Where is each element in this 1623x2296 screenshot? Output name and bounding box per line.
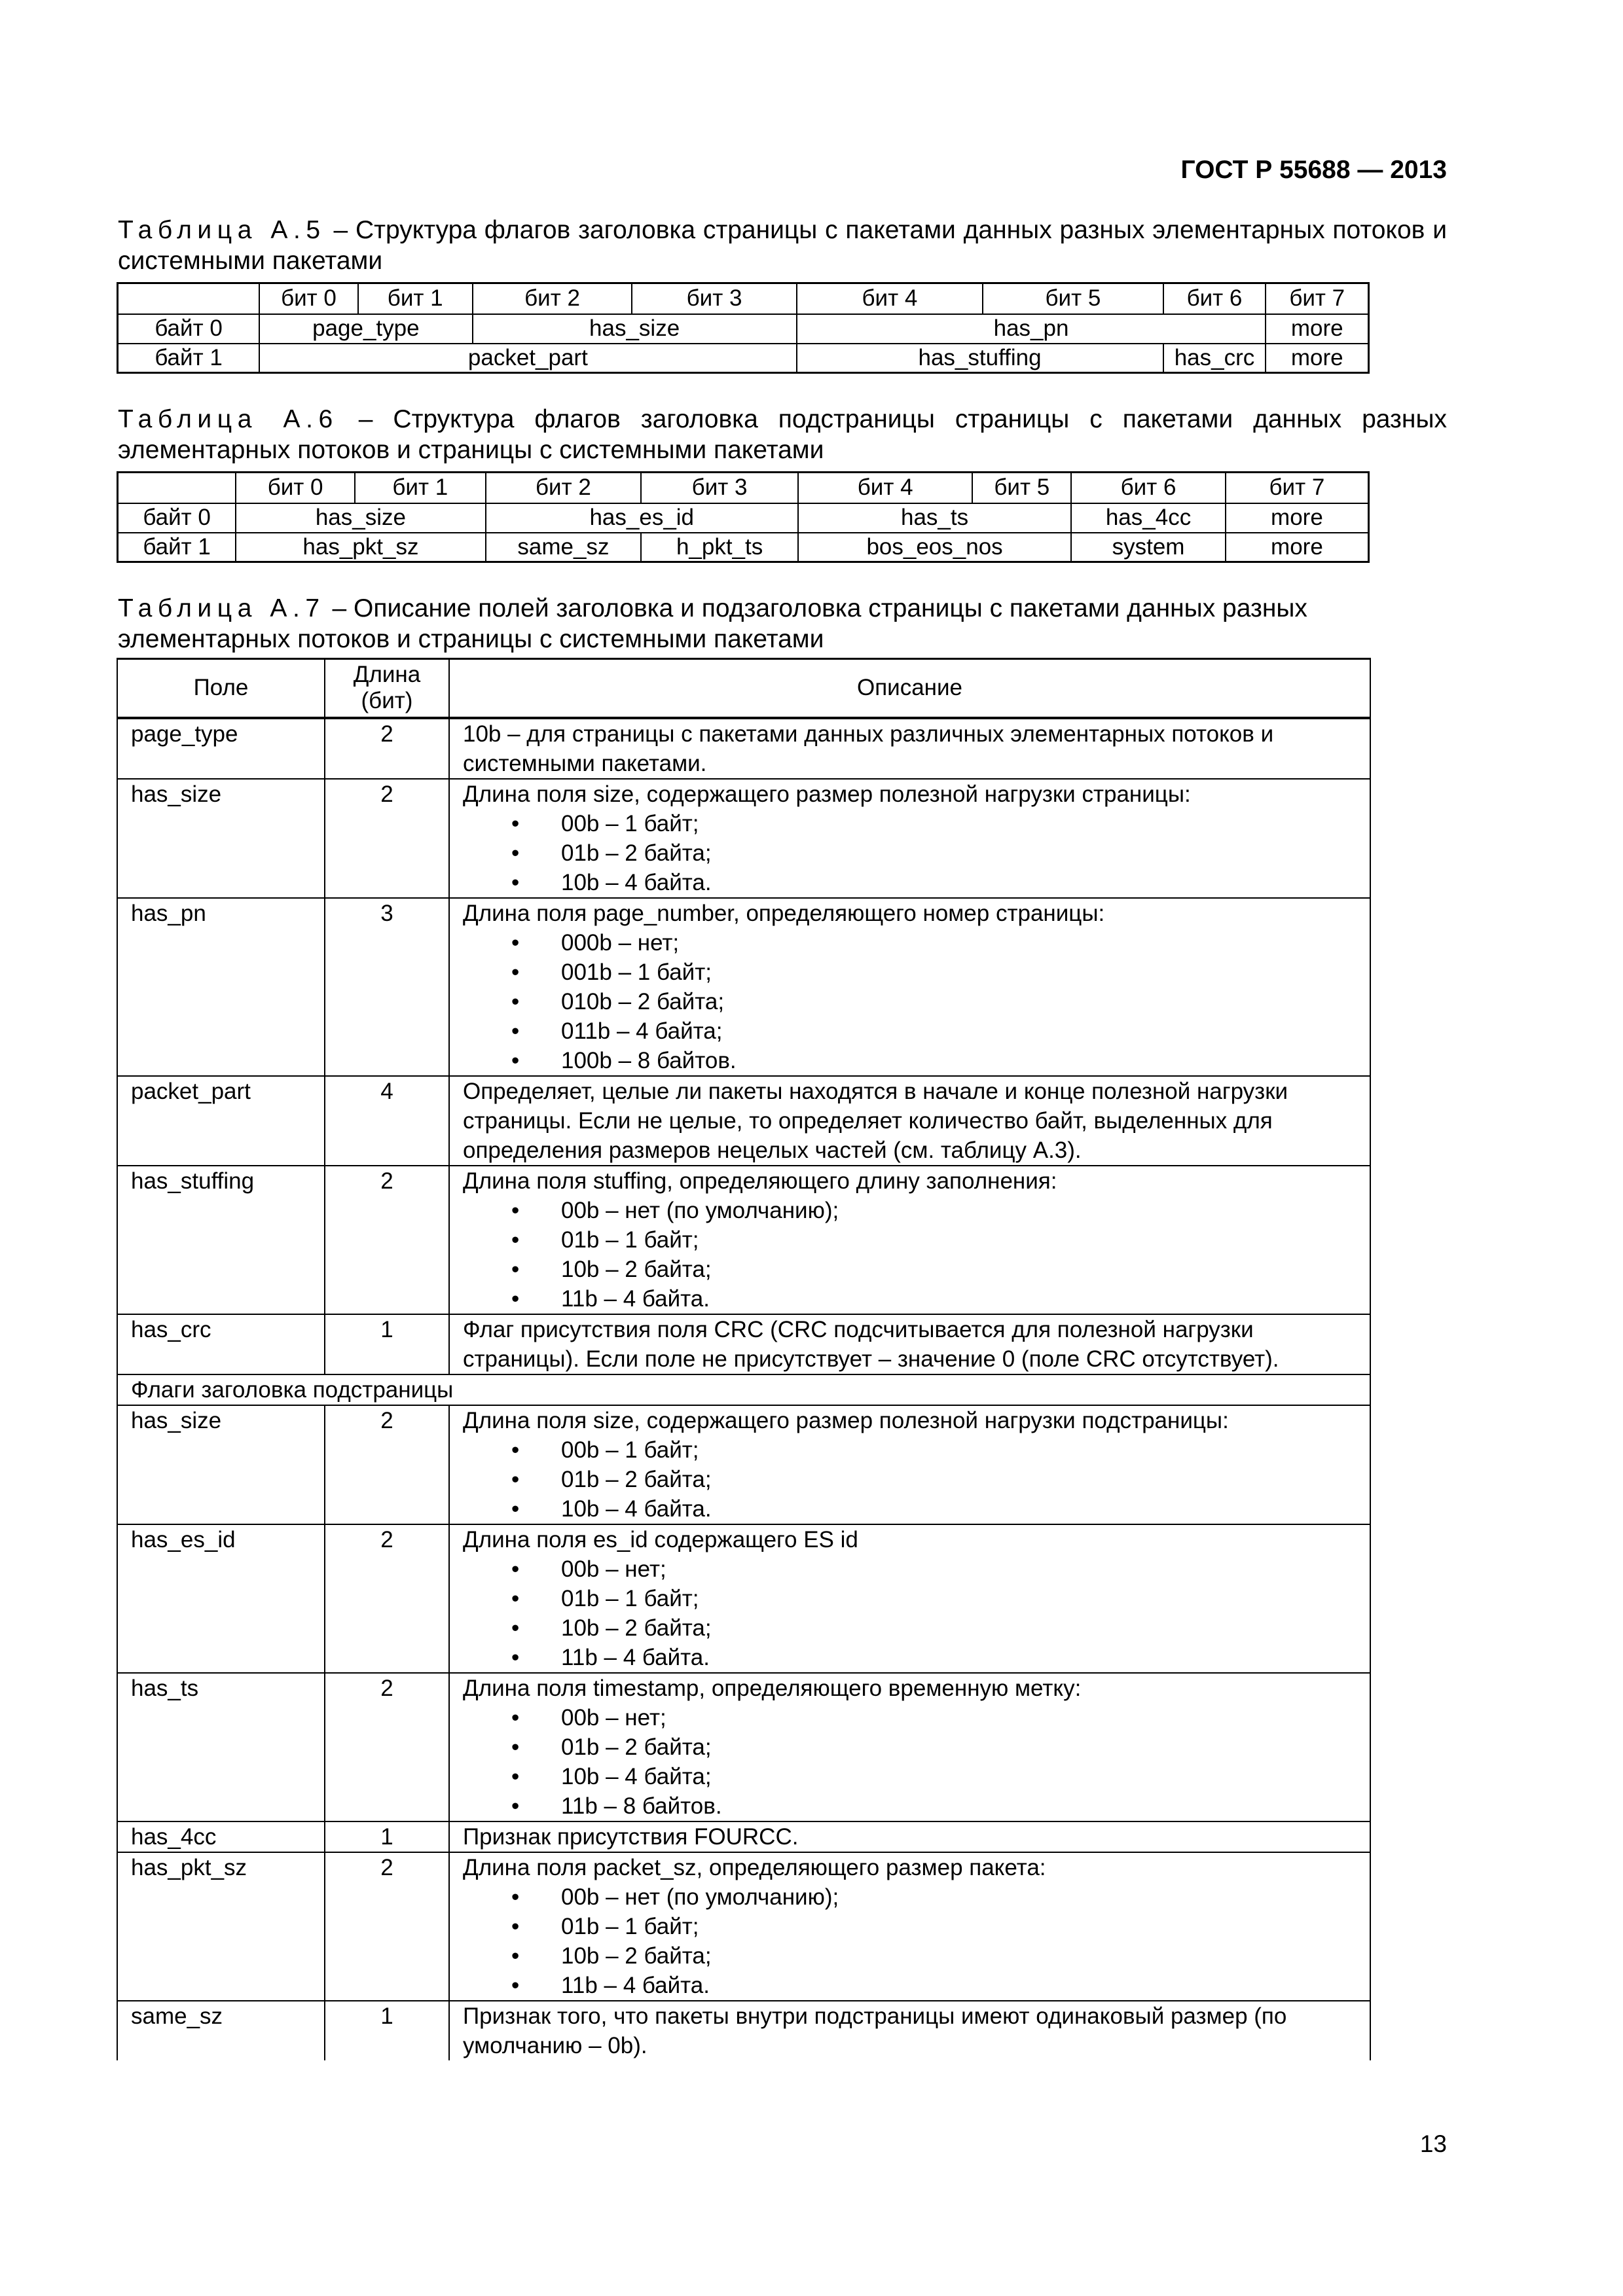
value-options-list — [463, 1196, 1358, 1314]
table-row — [117, 779, 1370, 898]
description-text: Длина поля packet_sz, определяющего размер пакета: — [463, 1854, 1046, 1880]
description-text: Признак присутствия FOURCC. — [463, 1823, 799, 1850]
table-a6-cell: h_pkt_ts — [641, 533, 798, 562]
value-options-list — [463, 809, 1358, 897]
description-text: Длина поля timestamp, определяющего временную метку: — [463, 1675, 1082, 1701]
table-a6-bit-header: бит 4 — [798, 473, 972, 503]
table-a6-caption-title: Таблица А.6 — [118, 405, 338, 433]
bullet-item: • 00b – нет; — [463, 1703, 1358, 1732]
table-a6-bit-header: бит 3 — [641, 473, 798, 503]
bullet-item: • 10b – 4 байта; — [463, 1762, 1358, 1791]
page-number: 13 — [1419, 2130, 1447, 2157]
bullet-item: • 10b – 4 байта. — [463, 1494, 1358, 1524]
bullet-item: • 00b – 1 байт; — [463, 1435, 1358, 1465]
bullet-item: • 01b – 2 байта; — [463, 838, 1358, 868]
table-a5-row-label: байт 0 — [118, 314, 260, 344]
table-a6-row-label: байт 0 — [118, 503, 236, 533]
table-a7-caption-title: Таблица А.7 — [118, 594, 325, 622]
field-description-cell — [449, 1673, 1370, 1821]
table-row — [117, 1852, 1370, 2001]
table-a6-cell: bos_eos_nos — [798, 533, 1071, 562]
field-length-cell: 2 — [325, 1405, 449, 1524]
field-description-cell — [449, 898, 1370, 1076]
table-a5-cell: has_size — [473, 314, 797, 344]
field-length-cell: 2 — [325, 718, 449, 779]
field-description-cell — [449, 1821, 1370, 1852]
table-a6-cell: same_sz — [486, 533, 642, 562]
field-length-cell: 1 — [325, 1314, 449, 1374]
field-length-cell: 3 — [325, 898, 449, 1076]
table-a7-subpage-rows — [117, 1405, 1370, 2060]
table-a6-bit-header: бит 6 — [1071, 473, 1226, 503]
description-text: Длина поля es_id содержащего ES id — [463, 1526, 858, 1552]
table-a6-bit-header: бит 2 — [486, 473, 642, 503]
table-a7-section-row: Флаги заголовка подстраницы — [117, 1374, 1370, 1405]
field-name-cell: has_size — [117, 779, 325, 898]
table-a7-header-field: Поле — [117, 659, 325, 718]
table-a7-caption — [118, 593, 1395, 655]
table-a5-caption-text: – Структура флагов заголовка страницы с пакетами данных разных элементарных потоков и системными пакетами — [118, 216, 1448, 275]
field-description-cell — [449, 1405, 1370, 1524]
table-row — [117, 718, 1370, 779]
bullet-item: • 010b – 2 байта; — [463, 987, 1358, 1016]
table-row — [117, 1524, 1370, 1673]
field-name-cell: has_es_id — [117, 1524, 325, 1673]
table-a5-bit-header: бит 1 — [358, 283, 473, 314]
table-a5-row-label: байт 1 — [118, 344, 260, 373]
description-text: Признак того, что пакеты внутри подстраницы имеют одинаковый размер (по умолчанию – 0b). — [463, 2003, 1287, 2058]
field-length-cell: 2 — [325, 1673, 449, 1821]
bullet-item: • 011b – 4 байта; — [463, 1016, 1358, 1046]
table-a6-cell: more — [1226, 503, 1369, 533]
table-a6-row-label: байт 1 — [118, 533, 236, 562]
bullet-item: • 11b – 4 байта. — [463, 1643, 1358, 1672]
table-a6-cell: has_pkt_sz — [236, 533, 485, 562]
table-a5-cell: has_stuffing — [797, 344, 1163, 373]
description-text: Длина поля page_number, определяющего номер страницы: — [463, 900, 1105, 926]
description-text: Длина поля size, содержащего размер полезной нагрузки подстраницы: — [463, 1407, 1229, 1433]
table-row — [117, 898, 1370, 1076]
table-a6-bit-header: бит 5 — [972, 473, 1071, 503]
description-text: Длина поля size, содержащего размер полезной нагрузки страницы: — [463, 781, 1191, 807]
table-a6-cell: more — [1226, 533, 1369, 562]
table-a5-bit-header: бит 7 — [1266, 283, 1368, 314]
bullet-item: • 00b – нет; — [463, 1554, 1358, 1584]
table-row — [117, 1673, 1370, 1821]
table-a6 — [117, 471, 1370, 563]
field-description-cell — [449, 1314, 1370, 1374]
table-a5-bit-header: бит 2 — [473, 283, 632, 314]
table-a5-cell: page_type — [259, 314, 472, 344]
field-name-cell: has_size — [117, 1405, 325, 1524]
bullet-item: • 000b – нет; — [463, 928, 1358, 958]
value-options-list — [463, 1554, 1358, 1672]
field-length-cell: 1 — [325, 1821, 449, 1852]
field-name-cell: packet_part — [117, 1076, 325, 1166]
table-row — [117, 2001, 1370, 2060]
table-row — [117, 1076, 1370, 1166]
value-options-list — [463, 1882, 1358, 2000]
table-a5-caption — [118, 215, 1447, 276]
bullet-item: • 11b – 8 байтов. — [463, 1791, 1358, 1821]
bullet-item: • 01b – 1 байт; — [463, 1912, 1358, 1941]
bullet-item: • 10b – 2 байта; — [463, 1613, 1358, 1643]
field-description-cell — [449, 1852, 1370, 2001]
field-name-cell: has_pn — [117, 898, 325, 1076]
document-header: ГОСТ Р 55688 — 2013 — [1180, 156, 1447, 184]
bullet-item: • 11b – 4 байта. — [463, 1284, 1358, 1314]
table-a6-corner-cell — [118, 473, 236, 503]
table-a7-header-description: Описание — [449, 659, 1370, 718]
table-a5 — [117, 282, 1370, 374]
table-a5-bit-header: бит 6 — [1163, 283, 1266, 314]
field-name-cell: has_4cc — [117, 1821, 325, 1852]
field-description-cell — [449, 718, 1370, 779]
bullet-item: • 01b – 1 байт; — [463, 1225, 1358, 1255]
field-length-cell: 2 — [325, 1166, 449, 1314]
field-name-cell: page_type — [117, 718, 325, 779]
value-options-list — [463, 1435, 1358, 1524]
description-text: Длина поля stuffing, определяющего длину заполнения: — [463, 1168, 1057, 1194]
bullet-item: • 00b – нет (по умолчанию); — [463, 1882, 1358, 1912]
table-a6-cell: has_size — [236, 503, 485, 533]
table-a5-cell: more — [1266, 344, 1368, 373]
table-a6-bit-header: бит 0 — [236, 473, 355, 503]
field-length-cell: 4 — [325, 1076, 449, 1166]
value-options-list — [463, 1703, 1358, 1821]
bullet-item: • 001b – 1 байт; — [463, 958, 1358, 987]
table-row — [117, 1405, 1370, 1524]
table-a6-cell: has_es_id — [486, 503, 798, 533]
table-a6-bit-header: бит 1 — [355, 473, 486, 503]
bullet-item: • 01b – 2 байта; — [463, 1732, 1358, 1762]
table-a6-cell: has_ts — [798, 503, 1071, 533]
table-a6-cell: has_4cc — [1071, 503, 1226, 533]
field-name-cell: has_crc — [117, 1314, 325, 1374]
table-a5-bit-header: бит 4 — [797, 283, 983, 314]
field-name-cell: has_pkt_sz — [117, 1852, 325, 2001]
field-description-cell — [449, 2001, 1370, 2060]
description-text: Флаг присутствия поля CRC (CRC подсчитывается для полезной нагрузки страницы). Если поле не присутствует – значение 0 (поле CRC отсутствует). — [463, 1316, 1279, 1372]
table-a5-cell: has_crc — [1163, 344, 1266, 373]
bullet-item: • 10b – 2 байта; — [463, 1941, 1358, 1971]
table-a5-bit-header: бит 0 — [259, 283, 358, 314]
bullet-item: • 01b – 1 байт; — [463, 1584, 1358, 1613]
bullet-item: • 10b – 4 байта. — [463, 868, 1358, 897]
table-row — [117, 1314, 1370, 1374]
field-description-cell — [449, 1166, 1370, 1314]
bullet-item: • 00b – нет (по умолчанию); — [463, 1196, 1358, 1225]
field-name-cell: same_sz — [117, 2001, 325, 2060]
field-length-cell: 2 — [325, 1852, 449, 2001]
table-a5-cell: has_pn — [797, 314, 1266, 344]
table-a7-caption-text: – Описание полей заголовка и подзаголовка страницы с пакетами данных разных элементарных потоков и страницы с системными пакетами — [118, 594, 1307, 653]
field-description-cell — [449, 779, 1370, 898]
bullet-item: • 00b – 1 байт; — [463, 809, 1358, 838]
table-a6-caption — [118, 404, 1447, 465]
field-length-cell: 2 — [325, 779, 449, 898]
table-a7-header-length: Длина (бит) — [325, 659, 449, 718]
field-description-cell — [449, 1524, 1370, 1673]
bullet-item: • 01b – 2 байта; — [463, 1465, 1358, 1494]
table-a6-caption-text: – Структура флагов заголовка подстраницы страницы с пакетами данных разных элементарных потоков и страницы с системными пакетами — [118, 405, 1447, 464]
field-length-cell: 2 — [325, 1524, 449, 1673]
field-name-cell: has_stuffing — [117, 1166, 325, 1314]
description-text: Определяет, целые ли пакеты находятся в начале и конце полезной нагрузки страницы. Если не целые, то определяет количество байт, выделенных для определения размеров нецелых частей (см. таблицу А.3). — [463, 1078, 1288, 1163]
field-name-cell: has_ts — [117, 1673, 325, 1821]
table-a5-cell: more — [1266, 314, 1368, 344]
table-row — [117, 1166, 1370, 1314]
table-a5-caption-title: Таблица А.5 — [118, 216, 326, 244]
table-row — [117, 1821, 1370, 1852]
table-a5-corner-cell — [118, 283, 260, 314]
table-a5-bit-header: бит 5 — [983, 283, 1163, 314]
table-a5-cell: packet_part — [259, 344, 796, 373]
value-options-list — [463, 928, 1358, 1075]
table-a6-bit-header: бит 7 — [1226, 473, 1369, 503]
description-text: 10b – для страницы с пакетами данных различных элементарных потоков и системными пакетами. — [463, 721, 1274, 776]
table-a5-bit-header: бит 3 — [632, 283, 796, 314]
bullet-item: • 100b – 8 байтов. — [463, 1046, 1358, 1075]
field-description-cell — [449, 1076, 1370, 1166]
table-a7 — [117, 658, 1371, 2060]
bullet-item: • 11b – 4 байта. — [463, 1971, 1358, 2000]
field-length-cell: 1 — [325, 2001, 449, 2060]
bullet-item: • 10b – 2 байта; — [463, 1255, 1358, 1284]
table-a7-main-rows — [117, 718, 1370, 1374]
table-a6-cell: system — [1071, 533, 1226, 562]
